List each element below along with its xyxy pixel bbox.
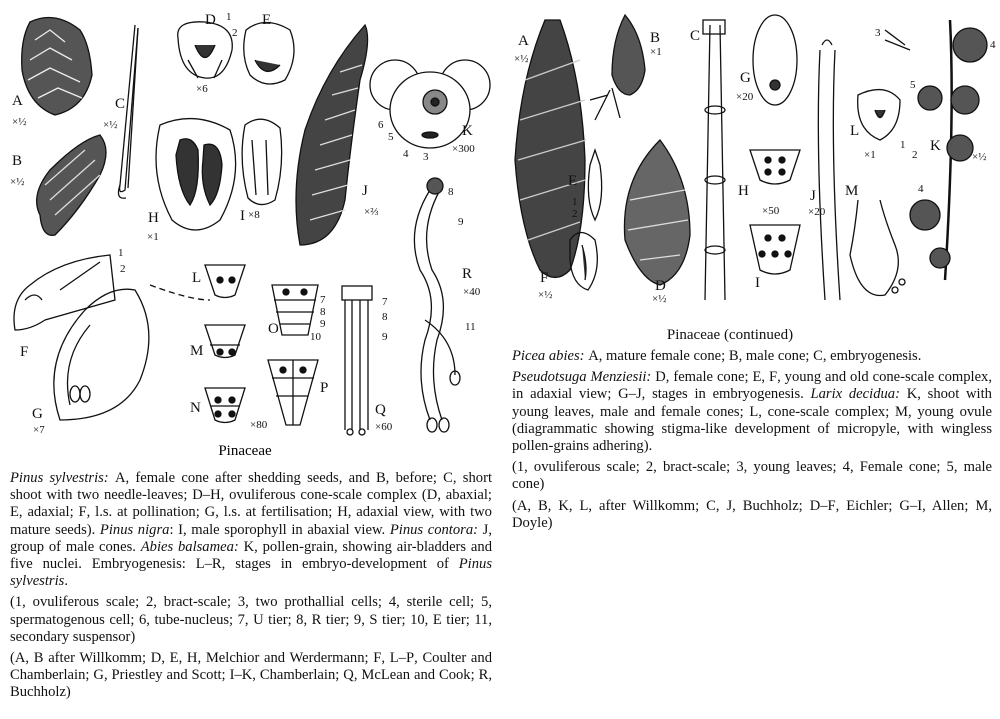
caption-ref-a-b: A, B xyxy=(14,650,44,667)
label-k: K xyxy=(462,123,473,139)
figure-h-scale-with-seeds xyxy=(156,119,236,230)
right-caption-pseudotsuga-larix xyxy=(512,369,992,455)
num-9-q: 9 xyxy=(382,331,388,343)
caption-text: , l.s. at pollination; xyxy=(86,504,200,521)
caption-ref-k: K xyxy=(906,386,918,403)
figure-e-adaxial-scale xyxy=(244,23,294,85)
caption-ref-a-b-k-l: A, B, K, L xyxy=(516,497,589,514)
label-n: N xyxy=(190,400,201,416)
label-b: B xyxy=(12,153,23,169)
figure-d-abaxial-scale xyxy=(178,22,233,78)
caption-text: , xyxy=(381,650,386,667)
r-num-1-l: 1 xyxy=(900,139,906,151)
left-caption-credits xyxy=(10,650,492,702)
r-mag-k: ×½ xyxy=(972,151,987,163)
r-mag-l: ×1 xyxy=(864,149,876,161)
mag-a: ×½ xyxy=(12,116,27,128)
r-label-m: M xyxy=(845,183,859,199)
figure-l-embryo xyxy=(205,265,245,298)
right-caption-credits xyxy=(512,498,992,532)
right-figure-drawings xyxy=(500,0,1000,318)
label-j: J xyxy=(362,183,368,199)
caption-ref-l-p: L–P xyxy=(389,650,415,667)
label-p: P xyxy=(320,380,329,396)
caption-text: , McLean and Cook; xyxy=(353,667,475,684)
figure-g-ls-fertilisation xyxy=(54,285,210,420)
num-8-o: 8 xyxy=(320,306,326,318)
num-2-f: 2 xyxy=(120,263,126,275)
caption-text: , Chamberlain; xyxy=(252,667,340,684)
caption-text: , pollen-grain, showing air-bladders and five nuclei. Embryogenesis: xyxy=(10,538,492,573)
figure-e-young-scale xyxy=(588,150,601,220)
figure-a-cone-open xyxy=(22,18,92,116)
r-label-a: A xyxy=(518,33,529,49)
caption-text: , short shoot with two needle-leaves; xyxy=(10,470,492,504)
label-q: Q xyxy=(375,402,386,418)
num-1-d: 1 xyxy=(226,11,232,23)
caption-ref-a: A xyxy=(588,348,599,364)
r-num-4-k: 4 xyxy=(990,39,996,51)
caption-ref-a: A xyxy=(114,470,126,486)
figure-b-cone-closed xyxy=(37,135,106,235)
caption-text: , group of male cones. xyxy=(10,521,492,555)
caption-ref-g-j: G–J xyxy=(618,386,642,403)
caption-ref-g-i: G–I xyxy=(899,497,923,514)
label-c: C xyxy=(115,96,126,112)
right-caption-legend: (1, ovuliferous scale; 2, bract-scale; 3, young leaves; 4, Female cone; 5, male cone) xyxy=(512,459,992,493)
caption-ref-g: G xyxy=(204,504,216,521)
species-pinus-contora: Pinus contora: xyxy=(389,521,478,538)
label-g: G xyxy=(32,406,43,422)
right-figure-title: Pinaceae (continued) xyxy=(666,327,794,343)
caption-ref-q: Q xyxy=(343,667,354,684)
num-9-o: 9 xyxy=(320,318,326,330)
species-abies-balsamea: Abies balsamea: xyxy=(140,538,239,555)
mag-b: ×½ xyxy=(10,176,25,188)
species-pinus-sylvestris: Pinus sylvestris: xyxy=(10,470,109,486)
mag-d: ×6 xyxy=(196,83,208,95)
num-9-r: 9 xyxy=(458,216,464,228)
left-caption-description xyxy=(10,470,492,590)
caption-text: , adaxial; xyxy=(18,504,74,521)
num-2-d: 2 xyxy=(232,27,238,39)
caption-text: : xyxy=(169,521,174,538)
label-f: F xyxy=(20,344,29,360)
mag-q: ×60 xyxy=(375,421,393,433)
species-pinus-sylvestris: Pinus sylvestris xyxy=(10,556,492,590)
r-num-4-k2: 4 xyxy=(918,183,924,195)
figure-i-embryo-stage xyxy=(750,225,800,274)
caption-ref-f: F xyxy=(78,504,87,521)
figure-b-picea-male-cone xyxy=(590,15,645,120)
figure-m-embryo xyxy=(205,325,245,358)
num-7-o: 7 xyxy=(320,294,326,306)
r-num-3-k: 3 xyxy=(875,27,881,39)
caption-ref-g: G xyxy=(93,667,104,684)
caption-text: , mature female cone; xyxy=(598,348,726,364)
caption-text: , abaxial; xyxy=(437,487,492,504)
figure-c-picea-embryogenesis xyxy=(703,20,725,300)
caption-text: , female cone after shedding seeds, and xyxy=(125,470,370,486)
figure-q-suspensor xyxy=(342,286,372,435)
r-mag-j: ×20 xyxy=(808,206,826,218)
caption-text: , young and old cone-scale complex, in adaxial view; xyxy=(512,369,993,403)
left-figure-drawings xyxy=(0,0,492,459)
caption-ref-k: K xyxy=(243,538,255,555)
caption-ref-c: C xyxy=(443,470,453,486)
r-label-l: L xyxy=(850,123,860,139)
label-e: E xyxy=(262,12,272,28)
left-figure-plate xyxy=(0,0,492,459)
r-mag-g: ×20 xyxy=(736,91,754,103)
num-5-k: 5 xyxy=(388,131,394,143)
right-figure-plate xyxy=(500,0,1000,318)
caption-text: ( xyxy=(10,650,15,667)
figure-n-embryo xyxy=(205,388,245,423)
r-mag-h: ×50 xyxy=(762,205,780,217)
caption-ref-i-k: I–K xyxy=(229,667,253,684)
caption-ref-c: C xyxy=(813,348,823,364)
species-pinus-nigra: Pinus nigra xyxy=(99,521,170,538)
r-label-b: B xyxy=(650,30,661,46)
caption-text: , Melchior and Werdermann; xyxy=(197,650,369,667)
caption-text: , ovuliferous cone-scale complex ( xyxy=(220,487,427,504)
caption-ref-l-r: L–R xyxy=(195,556,222,573)
figure-j-male-cones xyxy=(296,25,368,245)
mag-h: ×1 xyxy=(147,231,159,243)
caption-text: , before; xyxy=(385,470,437,486)
caption-ref-e-f: E, F xyxy=(752,369,778,386)
figure-r-secondary-suspensor xyxy=(414,178,460,432)
caption-text: , embryogenesis. xyxy=(822,348,922,364)
label-m: M xyxy=(190,343,204,359)
r-mag-f: ×½ xyxy=(538,289,553,301)
figure-m-young-ovule xyxy=(850,200,905,296)
caption-ref-c-j: C, J xyxy=(706,497,733,514)
mag-i: ×8 xyxy=(248,209,260,221)
caption-ref-d-h: D–H xyxy=(192,487,221,504)
mag-j: ×⅔ xyxy=(364,206,379,218)
caption-text: , Eichler; xyxy=(835,497,893,514)
num-4-k: 4 xyxy=(403,148,409,160)
caption-text: , male cone; xyxy=(738,348,810,364)
caption-text: , Coulter and Chamberlain; xyxy=(10,650,492,684)
caption-ref-d: D xyxy=(426,487,438,504)
r-label-c: C xyxy=(690,28,701,44)
num-10-o: 10 xyxy=(310,331,321,343)
label-r: R xyxy=(462,266,473,282)
label-a: A xyxy=(12,93,23,109)
caption-ref-d: D xyxy=(655,369,666,386)
caption-text: , male sporophyll in abaxial view. xyxy=(183,521,386,538)
r-mag-d: ×½ xyxy=(652,293,667,305)
r-label-i: I xyxy=(755,275,760,291)
figure-i-male-sporophyll xyxy=(242,119,282,204)
num-1-f: 1 xyxy=(118,247,124,259)
caption-ref-b: B xyxy=(375,470,386,486)
num-6-k: 6 xyxy=(378,119,384,131)
mag-n: ×80 xyxy=(250,419,268,431)
mag-g: ×7 xyxy=(33,424,45,436)
left-caption-legend: (1, ovuliferous scale; 2, bract-scale; 3, two prothallial cells; 4, sterile cell; 5, spermatogenous cell; 6, tube-nucleus; 7, U tier; 8, R tier; 9, S tier; 10, E tier; 11, secondary suspensor) xyxy=(10,594,492,645)
species-larix-decidua: Larix decidua: xyxy=(810,386,900,403)
r-label-f: F xyxy=(540,270,549,286)
figure-h-embryo-stage xyxy=(750,150,800,184)
figure-d-pseudotsuga-female-cone xyxy=(624,140,690,285)
r-label-d: D xyxy=(655,278,666,294)
caption-ref-e: E xyxy=(10,504,19,521)
r-num-5-k: 5 xyxy=(910,79,916,91)
caption-ref-b: B xyxy=(728,348,739,364)
caption-text: , Allen; xyxy=(922,497,969,514)
caption-text: , Doyle) xyxy=(512,497,993,531)
r-label-j: J xyxy=(810,188,816,204)
caption-ref-i: I xyxy=(178,521,184,538)
label-o: O xyxy=(268,321,279,337)
num-11-r: 11 xyxy=(465,321,476,333)
r-num-2-l: 2 xyxy=(912,149,918,161)
figure-j-embryo-stage xyxy=(818,40,840,300)
caption-text: after Willkomm; xyxy=(43,650,147,667)
r-mag-a: ×½ xyxy=(514,53,529,65)
caption-text: , Buchholz; xyxy=(732,497,803,514)
caption-text: , adaxial view, with two mature seeds). xyxy=(10,504,492,538)
caption-ref-f: F xyxy=(373,650,382,667)
caption-text: , stages in embryogenesis. xyxy=(641,386,804,403)
caption-text: , Buchholz) xyxy=(10,667,493,701)
num-7-q: 7 xyxy=(382,296,388,308)
figure-p-embryo xyxy=(268,360,318,425)
caption-text: , shoot with young leaves, male and female cones; xyxy=(512,386,992,420)
caption-ref-d-f: D–F xyxy=(809,497,836,514)
caption-text: , after Willkomm; xyxy=(588,497,700,514)
caption-text: , female cone; xyxy=(665,369,749,386)
label-l: L xyxy=(192,270,202,286)
caption-ref-j: J xyxy=(482,521,489,538)
right-caption-picea xyxy=(512,348,992,365)
caption-ref-r: R xyxy=(478,667,489,684)
caption-ref-d-e-h: D, E, H xyxy=(150,650,198,667)
num-8-q: 8 xyxy=(382,311,388,323)
label-i: I xyxy=(240,208,245,224)
caption-text: , l.s. at fertilisation; xyxy=(215,504,333,521)
r-mag-b: ×1 xyxy=(650,46,662,58)
mag-k: ×300 xyxy=(452,143,475,155)
label-d: D xyxy=(205,12,216,28)
figure-l-larix-scale xyxy=(858,90,900,140)
species-pseudotsuga-menziesii: Pseudotsuga Menziesii: xyxy=(512,369,652,386)
label-h: H xyxy=(148,210,159,226)
r-num-2-e: 2 xyxy=(572,208,578,220)
caption-text: ( xyxy=(512,497,517,514)
r-label-k: K xyxy=(930,138,941,154)
figure-f-ls-pollination xyxy=(14,255,115,330)
caption-text: , cone-scale complex; xyxy=(758,403,890,420)
left-caption xyxy=(10,470,492,706)
figure-g-embryo-stage xyxy=(753,15,797,105)
caption-text: , young ovule (diagrammatic showing stigma-like development of micropyle, with wingless pollen-grains adhering). xyxy=(512,403,993,455)
caption-ref-m: M xyxy=(895,403,908,420)
r-num-1-e: 1 xyxy=(572,196,578,208)
r-label-h: H xyxy=(738,183,749,199)
caption-text: , stages in embryo-development of xyxy=(221,556,449,573)
num-3-k: 3 xyxy=(423,151,429,163)
caption-ref-l: L xyxy=(749,403,759,420)
mag-r: ×40 xyxy=(463,286,481,298)
r-label-e: E xyxy=(568,173,578,189)
num-8-r: 8 xyxy=(448,186,454,198)
left-figure-title: Pinaceae xyxy=(218,443,272,459)
caption-text: , Priestley and Scott; xyxy=(103,667,226,684)
caption-ref-h: H xyxy=(337,504,348,521)
caption-ref-m: M xyxy=(975,497,989,514)
figure-o-embryo xyxy=(272,285,318,335)
mag-c: ×½ xyxy=(103,119,118,131)
species-picea-abies: Picea abies: xyxy=(512,348,585,364)
r-label-g: G xyxy=(740,70,751,86)
right-caption xyxy=(512,348,992,536)
caption-text: . xyxy=(64,573,68,590)
